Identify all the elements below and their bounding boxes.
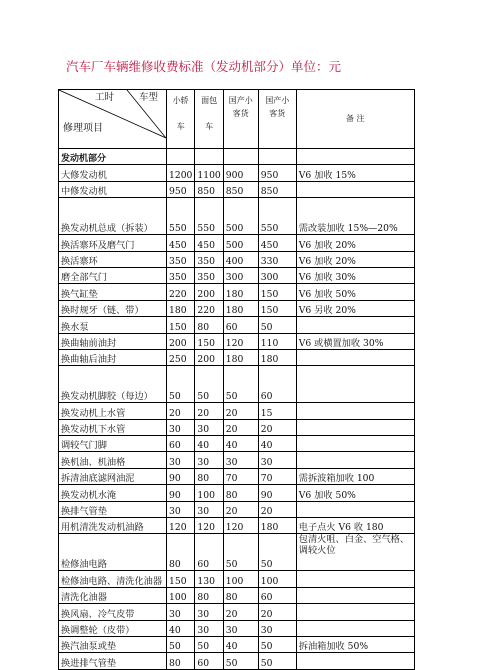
- item-cell: 换发动机脚胶（每边）: [59, 366, 167, 403]
- domestic-2-price-cell: 20: [258, 419, 296, 435]
- car-price-cell: 1200: [167, 165, 195, 181]
- item-cell: 换曲轴后油封: [59, 349, 167, 365]
- table-row: [59, 468, 415, 484]
- note-cell: [296, 419, 414, 435]
- item-cell: 换发动机下水管: [59, 419, 167, 435]
- domestic-2-price-cell: 180: [258, 518, 296, 534]
- table-row: [59, 501, 415, 517]
- table-row: [59, 366, 415, 403]
- item-cell: 换发动机上水管: [59, 403, 167, 419]
- item-cell: 换排气管垫: [59, 501, 167, 517]
- item-cell: 检修油电路: [59, 534, 167, 571]
- domestic-1-price-cell: 30: [223, 452, 258, 468]
- car-price-cell: 450: [167, 235, 195, 251]
- van-price-cell: 30: [195, 604, 223, 620]
- note-cell: 包清火咀、白金、空气格、调较火位: [296, 534, 414, 571]
- item-cell: 换调整轮（皮带）: [59, 620, 167, 636]
- van-price-cell: 130: [195, 571, 223, 587]
- table-row: [59, 300, 415, 316]
- car-price-cell: 50: [167, 636, 195, 652]
- table-row: [59, 267, 415, 283]
- table-row: [59, 604, 415, 620]
- domestic-1-price-cell: 20: [223, 403, 258, 419]
- car-price-cell: 250: [167, 349, 195, 365]
- item-cell: 换时规牙（链、带）: [59, 300, 167, 316]
- van-price-cell: 60: [195, 653, 223, 669]
- col-header-notes: 备 注: [296, 90, 414, 149]
- van-price-cell: 150: [195, 333, 223, 349]
- domestic-1-price-cell: 80: [223, 485, 258, 501]
- note-cell: V6 加收 15%: [296, 165, 414, 181]
- table-row: [59, 251, 415, 267]
- item-cell: 换活寨环及磨气门: [59, 235, 167, 251]
- table-row: [59, 181, 415, 197]
- car-price-cell: 200: [167, 333, 195, 349]
- van-price-cell: 850: [195, 181, 223, 197]
- note-cell: [296, 366, 414, 403]
- item-cell: 换风扇、冷气皮带: [59, 604, 167, 620]
- car-price-cell: 90: [167, 485, 195, 501]
- van-price-cell: 50: [195, 636, 223, 652]
- van-price-cell: 120: [195, 518, 223, 534]
- item-cell: 清洗化油器: [59, 587, 167, 603]
- domestic-2-price-cell: 50: [258, 653, 296, 669]
- fee-table: [58, 89, 415, 670]
- table-row: [59, 284, 415, 300]
- domestic-1-price-cell: 500: [223, 198, 258, 235]
- section-label: 发动机部分: [59, 149, 167, 165]
- car-price-cell: 50: [167, 366, 195, 403]
- domestic-2-price-cell: 180: [258, 349, 296, 365]
- note-cell: 拆油箱加收 50%: [296, 636, 414, 652]
- domestic-1-price-cell: 850: [223, 181, 258, 197]
- domestic-2-price-cell: 40: [258, 436, 296, 452]
- table-row: [59, 349, 415, 365]
- van-price-cell: 30: [195, 501, 223, 517]
- note-cell: V6 加收 20%: [296, 251, 414, 267]
- car-price-cell: 20: [167, 403, 195, 419]
- van-price-cell: 50: [195, 366, 223, 403]
- domestic-2-price-cell: 50: [258, 534, 296, 571]
- domestic-2-price-cell: 60: [258, 587, 296, 603]
- domestic-1-price-cell: 180: [223, 300, 258, 316]
- table-row: [59, 436, 415, 452]
- domestic-1-price-cell: 80: [223, 587, 258, 603]
- item-cell: 换曲轴前油封: [59, 333, 167, 349]
- table-row: [59, 485, 415, 501]
- note-cell: [296, 181, 414, 197]
- domestic-2-price-cell: 950: [258, 165, 296, 181]
- van-price-cell: 1100: [195, 165, 223, 181]
- car-price-cell: 220: [167, 284, 195, 300]
- domestic-2-price-cell: 550: [258, 198, 296, 235]
- table-row: [59, 333, 415, 349]
- item-cell: 换发动机水淹: [59, 485, 167, 501]
- van-price-cell: 30: [195, 452, 223, 468]
- domestic-1-price-cell: 120: [223, 333, 258, 349]
- van-price-cell: 80: [195, 317, 223, 333]
- domestic-1-price-cell: 50: [223, 366, 258, 403]
- domestic-1-price-cell: 20: [223, 501, 258, 517]
- domestic-1-price-cell: 40: [223, 436, 258, 452]
- car-price-cell: 350: [167, 251, 195, 267]
- note-cell: V6 加收 50%: [296, 485, 414, 501]
- car-price-cell: 120: [167, 518, 195, 534]
- note-cell: [296, 653, 414, 669]
- table-row: [59, 518, 415, 534]
- item-cell: 大修发动机: [59, 165, 167, 181]
- col-header-van: 面包 车: [195, 90, 223, 149]
- page-title: 汽车厂车辆维修收费标准（发动机部分）单位：元: [66, 59, 342, 74]
- note-cell: [296, 403, 414, 419]
- note-cell: [296, 317, 414, 333]
- car-price-cell: 30: [167, 501, 195, 517]
- domestic-2-price-cell: 15: [258, 403, 296, 419]
- note-cell: [296, 349, 414, 365]
- van-price-cell: 30: [195, 419, 223, 435]
- table-row: [59, 636, 415, 652]
- diagonal-header-cell: [59, 90, 167, 149]
- domestic-1-price-cell: 20: [223, 419, 258, 435]
- note-cell: [296, 620, 414, 636]
- domestic-1-price-cell: 30: [223, 620, 258, 636]
- van-price-cell: 30: [195, 620, 223, 636]
- domestic-2-price-cell: 100: [258, 571, 296, 587]
- van-price-cell: 20: [195, 403, 223, 419]
- domestic-2-price-cell: 110: [258, 333, 296, 349]
- domestic-1-price-cell: 500: [223, 235, 258, 251]
- van-price-cell: 550: [195, 198, 223, 235]
- domestic-1-price-cell: 70: [223, 468, 258, 484]
- col-header-domestic-2: 国产小 客货: [258, 90, 296, 149]
- header-row: [59, 90, 415, 149]
- car-price-cell: 80: [167, 534, 195, 571]
- domestic-1-price-cell: 120: [223, 518, 258, 534]
- col-header-car: 小轿 车: [167, 90, 195, 149]
- domestic-1-price-cell: 40: [223, 636, 258, 652]
- item-cell: 换汽油泵或垫: [59, 636, 167, 652]
- car-price-cell: 180: [167, 300, 195, 316]
- domestic-2-price-cell: 30: [258, 620, 296, 636]
- domestic-2-price-cell: 70: [258, 468, 296, 484]
- table-row: [59, 620, 415, 636]
- table-row: [59, 587, 415, 603]
- domestic-2-price-cell: 50: [258, 317, 296, 333]
- car-price-cell: 90: [167, 468, 195, 484]
- note-cell: [296, 501, 414, 517]
- domestic-2-price-cell: 450: [258, 235, 296, 251]
- domestic-2-price-cell: 850: [258, 181, 296, 197]
- item-cell: 换活寨环: [59, 251, 167, 267]
- van-price-cell: 60: [195, 534, 223, 571]
- domestic-2-price-cell: 150: [258, 300, 296, 316]
- note-cell: V6 加收 50%: [296, 284, 414, 300]
- van-price-cell: 200: [195, 349, 223, 365]
- item-cell: 拆清油底滤网油泥: [59, 468, 167, 484]
- note-cell: [296, 436, 414, 452]
- van-price-cell: 450: [195, 235, 223, 251]
- car-price-cell: 550: [167, 198, 195, 235]
- section-row: [59, 149, 415, 165]
- car-price-cell: 40: [167, 620, 195, 636]
- item-cell: 换发动机总成（拆装）: [59, 198, 167, 235]
- item-cell: 换进排气管垫: [59, 653, 167, 669]
- domestic-2-price-cell: 30: [258, 452, 296, 468]
- car-price-cell: 80: [167, 653, 195, 669]
- van-price-cell: 200: [195, 284, 223, 300]
- car-price-cell: 950: [167, 181, 195, 197]
- item-cell: 调较气门脚: [59, 436, 167, 452]
- table-row: [59, 165, 415, 181]
- van-price-cell: 350: [195, 267, 223, 283]
- van-price-cell: 100: [195, 485, 223, 501]
- note-cell: [296, 604, 414, 620]
- item-cell: 磨全部气门: [59, 267, 167, 283]
- table-row: [59, 403, 415, 419]
- domestic-1-price-cell: 180: [223, 284, 258, 300]
- domestic-1-price-cell: 20: [223, 604, 258, 620]
- domestic-1-price-cell: 400: [223, 251, 258, 267]
- table-row: [59, 198, 415, 235]
- car-price-cell: 30: [167, 604, 195, 620]
- item-cell: 换水泵: [59, 317, 167, 333]
- col-header-domestic-1: 国产小 客货: [223, 90, 258, 149]
- van-price-cell: 80: [195, 468, 223, 484]
- note-cell: V6 加收 30%: [296, 267, 414, 283]
- table-row: [59, 452, 415, 468]
- domestic-2-price-cell: 90: [258, 485, 296, 501]
- table-row: [59, 534, 415, 571]
- note-cell: 需改装加收 15%—20%: [296, 198, 414, 235]
- item-cell: 用机清洗发动机油路: [59, 518, 167, 534]
- car-price-cell: 30: [167, 419, 195, 435]
- domestic-1-price-cell: 50: [223, 534, 258, 571]
- note-cell: [296, 571, 414, 587]
- car-price-cell: 350: [167, 267, 195, 283]
- note-cell: [296, 452, 414, 468]
- item-cell: 换气缸垫: [59, 284, 167, 300]
- item-cell: 换机油、机油格: [59, 452, 167, 468]
- car-price-cell: 150: [167, 317, 195, 333]
- domestic-2-price-cell: 330: [258, 251, 296, 267]
- table-row: [59, 235, 415, 251]
- domestic-2-price-cell: 60: [258, 366, 296, 403]
- domestic-1-price-cell: 300: [223, 267, 258, 283]
- header-hours-label: 工时: [95, 92, 115, 103]
- domestic-1-price-cell: 60: [223, 317, 258, 333]
- domestic-2-price-cell: 150: [258, 284, 296, 300]
- car-price-cell: 60: [167, 436, 195, 452]
- domestic-2-price-cell: 20: [258, 604, 296, 620]
- car-price-cell: 30: [167, 452, 195, 468]
- header-item-label: 修理项目: [63, 123, 103, 134]
- table-row: [59, 419, 415, 435]
- note-cell: V6 加收 20%: [296, 235, 414, 251]
- table-row: [59, 317, 415, 333]
- van-price-cell: 350: [195, 251, 223, 267]
- domestic-2-price-cell: 50: [258, 636, 296, 652]
- item-cell: 中修发动机: [59, 181, 167, 197]
- table-row: [59, 653, 415, 669]
- domestic-1-price-cell: 50: [223, 653, 258, 669]
- domestic-2-price-cell: 300: [258, 267, 296, 283]
- note-cell: V6 另收 20%: [296, 300, 414, 316]
- note-cell: 需拆波箱加收 100: [296, 468, 414, 484]
- domestic-2-price-cell: 20: [258, 501, 296, 517]
- car-price-cell: 150: [167, 571, 195, 587]
- domestic-1-price-cell: 180: [223, 349, 258, 365]
- car-price-cell: 100: [167, 587, 195, 603]
- domestic-1-price-cell: 900: [223, 165, 258, 181]
- note-cell: [296, 587, 414, 603]
- van-price-cell: 220: [195, 300, 223, 316]
- item-cell: 检修油电路、清洗化油器: [59, 571, 167, 587]
- domestic-1-price-cell: 100: [223, 571, 258, 587]
- note-cell: 电子点火 V6 收 180: [296, 518, 414, 534]
- van-price-cell: 40: [195, 436, 223, 452]
- van-price-cell: 80: [195, 587, 223, 603]
- note-cell: V6 或横置加收 30%: [296, 333, 414, 349]
- table-row: [59, 571, 415, 587]
- header-model-label: 车型: [139, 92, 159, 103]
